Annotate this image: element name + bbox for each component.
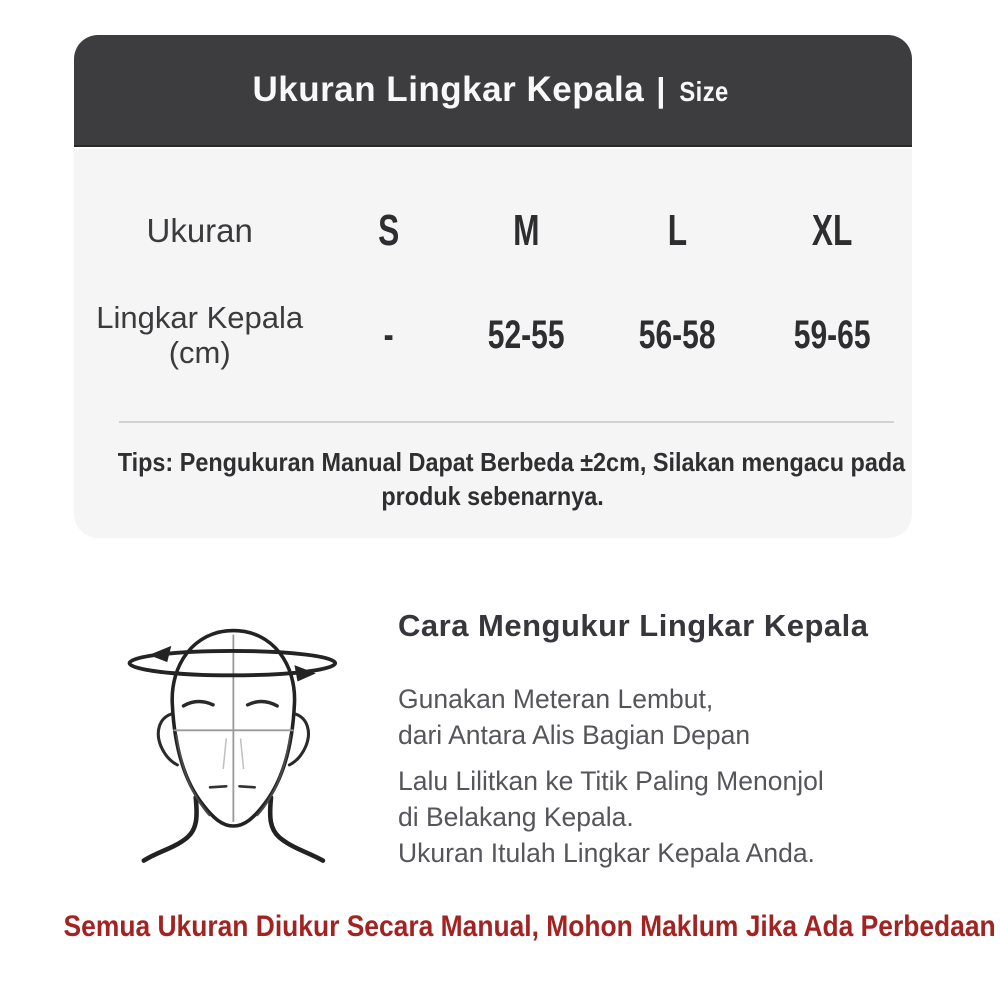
column-header-ukuran: Ukuran — [146, 212, 253, 249]
nose-guide-right — [241, 738, 244, 769]
shoulder-right — [270, 798, 323, 861]
eyebrow-right — [248, 702, 278, 706]
instruction-paragraph-1 — [398, 681, 824, 753]
size-table-header-row — [74, 201, 912, 261]
size-card-header — [74, 35, 912, 147]
cheek-line-left — [176, 734, 210, 815]
value-m: 52-55 — [488, 312, 565, 357]
shoulder-left — [144, 798, 197, 861]
card-subtitle: Size — [679, 75, 730, 107]
column-header-s: S — [377, 206, 399, 255]
row-label — [74, 300, 325, 370]
instruction-p1-line2: dari Antara Alis Bagian Depan — [398, 720, 751, 750]
tips-line2: produk sebenarnya. — [381, 481, 605, 511]
instruction-p2-line3: Ukuran Itulah Lingkar Kepala Anda. — [398, 838, 815, 868]
size-table-row — [74, 295, 912, 375]
tips-line1: Tips: Pengukuran Manual Dapat Berbeda ±2cm, Silakan mengacu pada — [117, 447, 906, 477]
card-title: Ukuran Lingkar Kepala — [252, 70, 645, 109]
value-l: 56-58 — [638, 312, 716, 357]
row-label-line1: Lingkar Kepala — [96, 300, 304, 335]
measure-heading: Cara Mengukur Lingkar Kepala — [398, 608, 869, 643]
eyebrow-left — [184, 702, 214, 706]
tips-note — [74, 445, 912, 513]
column-header-xl: XL — [812, 206, 853, 255]
tape-arrow-left — [149, 646, 171, 662]
value-xl: 59-65 — [793, 312, 871, 357]
instruction-paragraph-2 — [398, 763, 824, 871]
cheek-line-right — [257, 734, 291, 815]
footer-note-text: Semua Ukuran Diukur Secara Manual, Mohon Maklum Jika Ada Perbedaan — [63, 910, 996, 943]
size-card-body — [74, 149, 912, 538]
table-divider — [119, 421, 894, 423]
instruction-p2-line1: Lalu Lilitkan ke Titik Paling Menonjol — [398, 766, 824, 796]
head-measure-illustration — [98, 598, 383, 883]
measure-instructions — [398, 681, 824, 881]
value-s: - — [383, 312, 394, 357]
nose-guide-left — [223, 738, 226, 769]
row-label-line2: (cm) — [168, 335, 231, 370]
instruction-p1-line1: Gunakan Meteran Lembut, — [398, 684, 714, 714]
instruction-p2-line2: di Belakang Kepala. — [398, 802, 634, 832]
tape-arrow-right — [294, 665, 315, 681]
footer-note — [0, 910, 1000, 944]
column-header-l: L — [667, 206, 688, 255]
mouth-dashes — [210, 786, 255, 787]
column-header-m: M — [513, 206, 540, 255]
title-separator: | — [656, 71, 666, 108]
